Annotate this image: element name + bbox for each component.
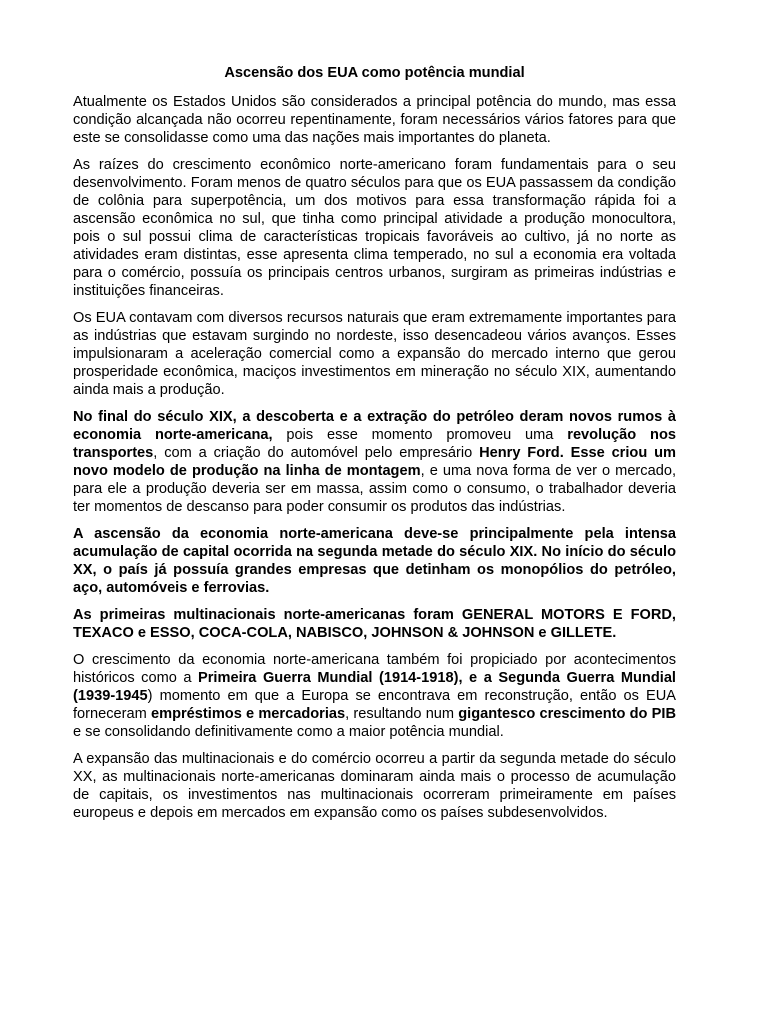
paragraph-4 xyxy=(73,408,676,516)
paragraph-5 xyxy=(73,525,676,597)
paragraph-1 xyxy=(73,93,676,147)
paragraph-3 xyxy=(73,309,676,399)
paragraph-text: , com a criação do automóvel pelo empresário xyxy=(153,445,480,461)
document-title: Ascensão dos EUA como potência mundial xyxy=(224,65,525,81)
paragraph-text: Os EUA contavam com diversos recursos naturais que eram extremamente importantes para as indústrias que estavam surgindo no nordeste, isso desencadeou vários avanços. Esses impulsionaram a aceleração comercial como a expansão do mercado interno que gerou prosperidade econômica, maciços investimentos em mineração no século XIX, aumentando ainda mais a produção. xyxy=(73,310,676,398)
paragraph-text: , e uma nova forma de ver o mercado, para ele a produção deveria ser em massa, assim como o consumo, o trabalhador deveria ter momentos de descanso para poder consumir os produtos das indústrias. xyxy=(73,463,676,515)
paragraph-7 xyxy=(73,651,676,741)
bold-text: gigantesco crescimento do PIB xyxy=(458,706,676,722)
bold-text: A ascensão da economia norte-americana deve-se principalmente pela intensa acumulação de capital ocorrida na segunda metade do século XIX. No início do século XX, o país já possuía grandes empresas que detinham os monopólios do petróleo, aço, automóveis e ferrovias. xyxy=(73,526,676,596)
paragraph-6 xyxy=(73,606,676,642)
paragraph-text: As raízes do crescimento econômico norte-americano foram fundamentais para o seu desenvolvimento. Foram menos de quatro séculos para que os EUA passassem da condição de colônia para superpotência, um dos motivos para essa transformação rápida foi a ascensão econômica no sul, que tinha como principal atividade a produção monocultora, pois o sul possui clima de características tropicais favoráveis ao cultivo, já no norte as atividades eram distintas, esse apresenta clima temperado, no sul a economia era voltada para o comércio, possuía os principais centros urbanos, surgiram as primeiras indústrias e instituições financeiras. xyxy=(73,157,676,299)
paragraph-2 xyxy=(73,156,676,300)
paragraph-text: O crescimento da economia norte-americana também foi propiciado por acontecimentos históricos como a xyxy=(73,652,676,686)
paragraph-text: e se consolidando definitivamente como a maior potência mundial. xyxy=(73,724,504,740)
bold-text: Henry Ford. Esse criou um novo modelo de produção na linha de montagem xyxy=(73,445,676,479)
bold-text: As primeiras multinacionais norte-americanas foram GENERAL MOTORS E FORD, TEXACO e ESSO, COCA-COLA, NABISCO, JOHNSON & JOHNSON e GILLETE. xyxy=(73,607,676,641)
bold-text: revolução nos transportes xyxy=(73,427,676,461)
paragraph-8 xyxy=(73,750,676,822)
bold-text: Primeira Guerra Mundial (1914-1918), e a Segunda Guerra Mundial (1939-1945 xyxy=(73,670,676,704)
paragraph-text: , resultando num xyxy=(345,706,459,722)
bold-text: No final do século XIX, a descoberta e a extração do petróleo deram novos rumos à economia norte-americana, xyxy=(73,409,676,443)
paragraph-text: A expansão das multinacionais e do comércio ocorreu a partir da segunda metade do século XX, as multinacionais norte-americanas dominaram ainda mais o processo de acumulação de capitais, os investimentos nas multinacionais ocorreram primeiramente em países europeus e depois em mercados em expansão como os países subdesenvolvidos. xyxy=(73,751,676,821)
paragraph-text: Atualmente os Estados Unidos são considerados a principal potência do mundo, mas essa condição alcançada não ocorreu repentinamente, foram necessários vários fatores para que este se consolidasse como uma das nações mais importantes do planeta. xyxy=(73,94,676,146)
bold-text: empréstimos e mercadorias xyxy=(151,706,346,722)
paragraph-text: ) momento em que a Europa se encontrava em reconstrução, então os EUA forneceram xyxy=(73,688,676,722)
document-page xyxy=(73,64,676,831)
paragraph-text: pois esse momento promoveu uma xyxy=(272,427,568,443)
